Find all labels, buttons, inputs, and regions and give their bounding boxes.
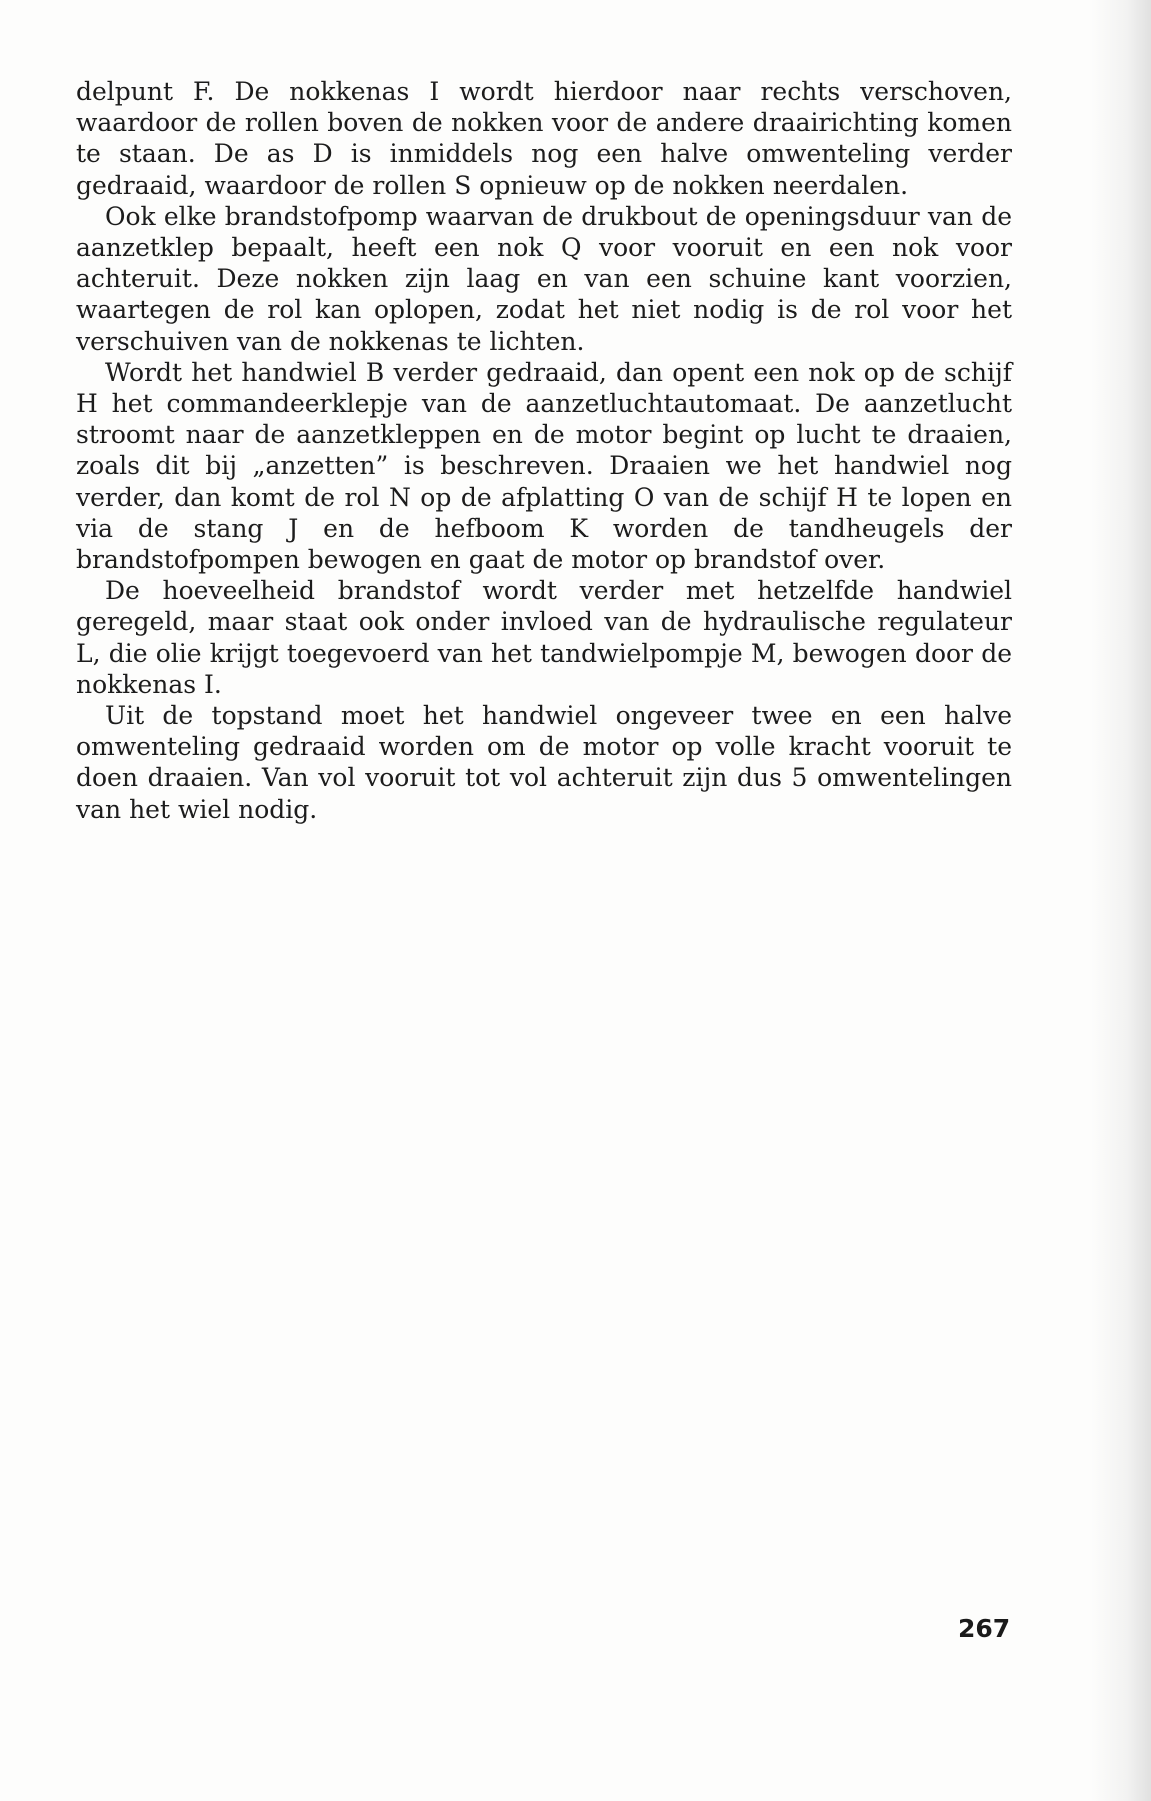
paragraph-2: Ook elke brandstofpomp waarvan de drukbout de openingsduur van de aanzetklep bepaalt, heeft een nok Q voor vooruit en een nok voor achteruit. Deze nokken zijn laag en van een schuine kant voorzien, waartegen de rol kan oplopen, zodat het niet nodig is de rol voor het verschuiven van de nokkenas te lichten.	[76, 201, 1012, 356]
paragraph-4: De hoeveelheid brandstof wordt verder met hetzelfde handwiel geregeld, maar staat ook onder invloed van de hydraulische regulateur L, die olie krijgt toegevoerd van het tandwielpompje M, bewogen door de nokkenas I.	[76, 576, 1012, 699]
paragraph-1: delpunt F. De nokkenas I wordt hierdoor naar rechts verschoven, waardoor de rollen boven de nokken voor de andere draairichting komen te staan. De as D is inmiddels nog een halve omwenteling verder gedraaid, waardoor de rollen S opnieuw op de nokken neerdalen.	[76, 77, 1012, 200]
paragraph-5: Uit de topstand moet het handwiel ongeveer twee en een halve omwenteling gedraaid worden om de motor op volle kracht vooruit te doen draaien. Van vol vooruit tot vol achteruit zijn dus 5 omwentelingen van het wiel nodig.	[76, 701, 1012, 824]
page-number: 267	[958, 1614, 1011, 1643]
body-text	[76, 76, 1012, 825]
page-edge-shadow	[1091, 0, 1151, 1801]
paragraph-3: Wordt het handwiel B verder gedraaid, dan opent een nok op de schijf H het commandeerklepje van de aanzetluchtautomaat. De aanzetlucht stroomt naar de aanzetkleppen en de motor begint op lucht te draaien, zoals dit bij „anzetten” is beschreven. Draaien we het handwiel nog verder, dan komt de rol N op de afplatting O van de schijf H te lopen en via de stang J en de hefboom K worden de tandheugels der brandstofpompen bewogen en gaat de motor op brandstof over.	[76, 357, 1012, 575]
